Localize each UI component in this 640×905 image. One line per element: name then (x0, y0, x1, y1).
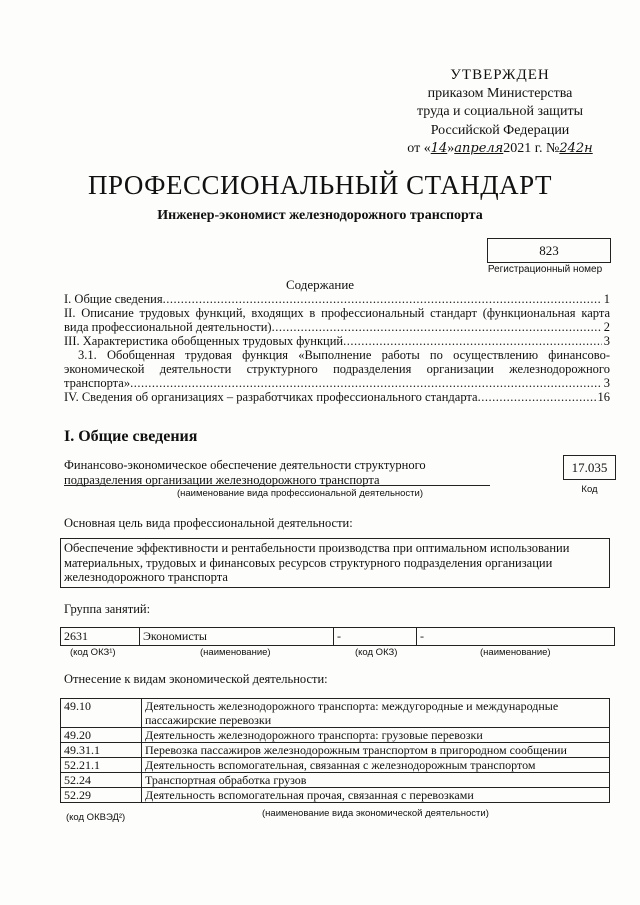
okved-name: Деятельность вспомогательная прочая, связанная с перевозками (142, 788, 610, 803)
approval-line-3: Российской Федерации (430, 122, 570, 138)
okved-code: 49.31.1 (61, 743, 142, 758)
okved-caption-name: (наименование вида экономической деятельности) (262, 808, 489, 819)
toc-item-3-1[interactable]: 3.1. Обобщенная трудовая функция «Выполнение работы по осуществлению финансово- экономической деятельности структурного подразделения организации железнодорожного транспорта» ..... 3 (64, 348, 610, 390)
group-label: Группа занятий: (64, 602, 151, 616)
date-prefix: от « (407, 141, 431, 156)
approval-block (385, 66, 615, 159)
group-caption-code-2: (код ОКЗ) (355, 647, 398, 658)
approval-line-1: приказом Министерства (427, 85, 573, 101)
toc-item-2[interactable]: II. Описание трудовых функций, входящих в профессиональный стандарт (функциональная карта вида профессиональной деятельности) ..... 2 (64, 306, 610, 334)
date-month: апреля (454, 141, 504, 156)
table-row (61, 728, 610, 743)
toc-page: 3 (603, 376, 610, 390)
okz-code-2: - (334, 628, 417, 646)
toc-page: 3 (603, 334, 610, 348)
okved-name: Деятельность вспомогательная, связанная с железнодорожным транспортом (142, 758, 610, 773)
toc-item-1[interactable]: I. Общие сведения ..... 1 (64, 292, 610, 306)
group-caption-name-2: (наименование) (480, 647, 551, 658)
activity-name: Финансово-экономическое обеспечение деятельности структурного подразделения организации железнодорожного транспорта (64, 458, 426, 487)
okz-code-1: 2631 (61, 628, 140, 646)
okved-name: Транспортная обработка грузов (142, 773, 610, 788)
okved-table (60, 698, 610, 803)
document-subtitle: Инженер-экономист железнодорожного транспорта (157, 208, 483, 223)
table-of-contents (64, 292, 610, 404)
approval-date-line (385, 140, 615, 159)
order-number: 242н (559, 141, 593, 156)
toc-item-3[interactable]: III. Характеристика обобщенных трудовых функций ..... 3 (64, 334, 610, 348)
registration-number-label: Регистрационный номер (487, 264, 603, 275)
toc-page: 16 (597, 390, 610, 404)
okved-label: Отнесение к видам экономической деятельности: (64, 672, 328, 686)
toc-title: Содержание (285, 277, 355, 292)
okz-name-2: - (417, 628, 615, 646)
occupation-group-table (60, 627, 615, 646)
okved-code: 52.21.1 (61, 758, 142, 773)
document-title: ПРОФЕССИОНАЛЬНЫЙ СТАНДАРТ (87, 170, 553, 200)
date-day: 14 (430, 141, 448, 156)
approval-line-2: труда и социальной защиты (417, 104, 583, 119)
okved-code: 49.10 (61, 699, 142, 728)
table-row (61, 699, 610, 728)
toc-page: 2 (603, 320, 610, 334)
okved-name: Деятельность железнодорожного транспорта: междугородные и международные пассажирские перевозки (142, 699, 610, 728)
okved-name: Перевозка пассажиров железнодорожным транспортом в пригородном сообщении (142, 743, 610, 758)
toc-item-4[interactable]: IV. Сведения об организациях – разработчиках профессионального стандарта ..... 16 (64, 390, 610, 404)
table-row (61, 758, 610, 773)
group-caption-name: (наименование) (200, 647, 271, 658)
okved-caption-code: (код ОКВЭД²) (66, 812, 126, 823)
registration-number-box: 823 (487, 238, 611, 263)
section-heading: I. Общие сведения (64, 428, 198, 445)
okved-code: 49.20 (61, 728, 142, 743)
goal-box: Обеспечение эффективности и рентабельности производства при оптимальном использовании материальных, трудовых и финансовых ресурсов структурного подразделения организации железнодорожного транспорта (60, 538, 610, 588)
table-row (61, 743, 610, 758)
okved-code: 52.24 (61, 773, 142, 788)
table-row (61, 788, 610, 803)
date-year: 2021 г. № (503, 141, 560, 156)
table-row (61, 773, 610, 788)
table-row (61, 628, 615, 646)
approval-title: УТВЕРЖДЕН (450, 67, 550, 83)
group-caption-code: (код ОКЗ¹) (70, 647, 116, 658)
okved-code: 52.29 (61, 788, 142, 803)
toc-page: 1 (603, 292, 610, 306)
activity-caption: (наименование вида профессиональной деятельности) (176, 488, 424, 499)
date-mid: » (447, 141, 455, 156)
okz-name-1: Экономисты (140, 628, 334, 646)
activity-code-caption: Код (581, 484, 598, 495)
activity-code-box: 17.035 (563, 455, 616, 480)
okved-name: Деятельность железнодорожного транспорта: грузовые перевозки (142, 728, 610, 743)
activity-underline (64, 485, 490, 486)
goal-label: Основная цель вида профессиональной деятельности: (64, 516, 353, 530)
